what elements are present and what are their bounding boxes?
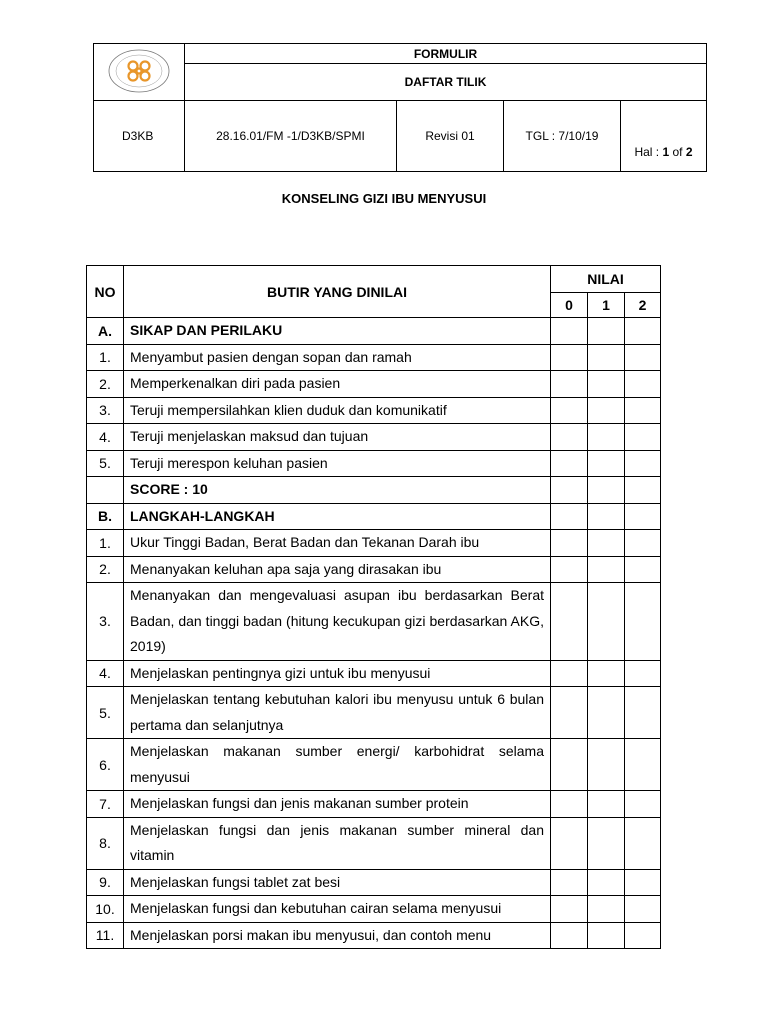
score-cell-2[interactable] xyxy=(625,530,661,557)
score-cell-2[interactable] xyxy=(625,450,661,477)
table-row xyxy=(87,503,661,530)
checklist-table xyxy=(86,265,661,949)
score-col-0: 0 xyxy=(551,293,588,318)
score-cell-1[interactable] xyxy=(588,660,625,687)
score-cell-1[interactable] xyxy=(588,687,625,739)
score-cell-0[interactable] xyxy=(551,530,588,557)
row-number: 5. xyxy=(87,450,124,477)
score-cell-0[interactable] xyxy=(551,503,588,530)
score-cell-1[interactable] xyxy=(588,371,625,398)
score-cell-1[interactable] xyxy=(588,477,625,504)
table-row xyxy=(87,450,661,477)
table-row xyxy=(87,318,661,345)
form-header xyxy=(93,43,707,172)
score-cell-2[interactable] xyxy=(625,869,661,896)
row-number: 9. xyxy=(87,869,124,896)
row-number: 2. xyxy=(87,556,124,583)
table-row xyxy=(87,530,661,557)
score-cell-2[interactable] xyxy=(625,817,661,869)
score-cell-2[interactable] xyxy=(625,687,661,739)
row-item-text: Menanyakan keluhan apa saja yang dirasakan ibu xyxy=(124,556,551,583)
document-number: 28.16.01/FM -1/D3KB/SPMI xyxy=(185,101,397,172)
score-cell-1[interactable] xyxy=(588,791,625,818)
score-cell-0[interactable] xyxy=(551,922,588,949)
score-cell-1[interactable] xyxy=(588,739,625,791)
row-item-text: Teruji mempersilahkan klien duduk dan komunikatif xyxy=(124,397,551,424)
score-cell-2[interactable] xyxy=(625,424,661,451)
table-row xyxy=(87,896,661,923)
score-cell-0[interactable] xyxy=(551,791,588,818)
score-cell-2[interactable] xyxy=(625,503,661,530)
score-cell-0[interactable] xyxy=(551,869,588,896)
score-cell-2[interactable] xyxy=(625,791,661,818)
score-cell-0[interactable] xyxy=(551,477,588,504)
row-number xyxy=(87,477,124,504)
score-cell-2[interactable] xyxy=(625,371,661,398)
score-cell-0[interactable] xyxy=(551,344,588,371)
row-number: B. xyxy=(87,503,124,530)
score-cell-2[interactable] xyxy=(625,896,661,923)
score-cell-1[interactable] xyxy=(588,344,625,371)
row-item-text: SIKAP DAN PERILAKU xyxy=(124,318,551,345)
row-item-text: Teruji menjelaskan maksud dan tujuan xyxy=(124,424,551,451)
score-cell-0[interactable] xyxy=(551,687,588,739)
score-cell-2[interactable] xyxy=(625,397,661,424)
score-cell-2[interactable] xyxy=(625,318,661,345)
score-cell-2[interactable] xyxy=(625,477,661,504)
table-row xyxy=(87,922,661,949)
table-row xyxy=(87,687,661,739)
row-item-text: Menyambut pasien dengan sopan dan ramah xyxy=(124,344,551,371)
table-row xyxy=(87,583,661,661)
table-row xyxy=(87,397,661,424)
table-row xyxy=(87,424,661,451)
row-number: 5. xyxy=(87,687,124,739)
table-row xyxy=(87,739,661,791)
page-title: KONSELING GIZI IBU MENYUSUI xyxy=(281,191,487,206)
document-title: DAFTAR TILIK xyxy=(185,64,707,101)
row-item-text: Memperkenalkan diri pada pasien xyxy=(124,371,551,398)
document-date: TGL : 7/10/19 xyxy=(504,101,621,172)
score-cell-0[interactable] xyxy=(551,318,588,345)
row-number: 4. xyxy=(87,660,124,687)
score-cell-1[interactable] xyxy=(588,583,625,661)
row-number: 11. xyxy=(87,922,124,949)
row-number: 6. xyxy=(87,739,124,791)
row-item-text: Menjelaskan tentang kebutuhan kalori ibu menyusu untuk 6 bulan pertama dan selanjutnya xyxy=(124,687,551,739)
score-cell-1[interactable] xyxy=(588,896,625,923)
row-number: 2. xyxy=(87,371,124,398)
row-number: 3. xyxy=(87,397,124,424)
score-cell-2[interactable] xyxy=(625,739,661,791)
row-item-text: Menanyakan dan mengevaluasi asupan ibu berdasarkan Berat Badan, dan tinggi badan (hitung kecukupan gizi berdasarkan AKG, 2019) xyxy=(124,583,551,661)
table-row xyxy=(87,791,661,818)
score-cell-1[interactable] xyxy=(588,869,625,896)
score-col-2: 2 xyxy=(625,293,661,318)
row-item-text: Menjelaskan fungsi dan jenis makanan sumber protein xyxy=(124,791,551,818)
row-number: 8. xyxy=(87,817,124,869)
score-cell-0[interactable] xyxy=(551,896,588,923)
row-number: 10. xyxy=(87,896,124,923)
row-item-text: Ukur Tinggi Badan, Berat Badan dan Tekanan Darah ibu xyxy=(124,530,551,557)
score-cell-0[interactable] xyxy=(551,583,588,661)
institution-logo-cell xyxy=(94,44,185,101)
score-cell-0[interactable] xyxy=(551,817,588,869)
score-cell-1[interactable] xyxy=(588,530,625,557)
score-cell-1[interactable] xyxy=(588,922,625,949)
row-number: 7. xyxy=(87,791,124,818)
row-item-text: Menjelaskan pentingnya gizi untuk ibu menyusui xyxy=(124,660,551,687)
score-cell-1[interactable] xyxy=(588,424,625,451)
revision-number: Revisi 01 xyxy=(397,101,504,172)
score-cell-0[interactable] xyxy=(551,371,588,398)
score-col-1: 1 xyxy=(588,293,625,318)
score-cell-2[interactable] xyxy=(625,922,661,949)
row-item-text: LANGKAH-LANGKAH xyxy=(124,503,551,530)
score-cell-1[interactable] xyxy=(588,817,625,869)
table-row xyxy=(87,817,661,869)
row-number: 3. xyxy=(87,583,124,661)
row-item-text: Menjelaskan fungsi dan kebutuhan cairan selama menyusui xyxy=(124,896,551,923)
page-indicator: Hal : 1 of 2 xyxy=(621,101,707,172)
row-item-text: SCORE : 10 xyxy=(124,477,551,504)
score-cell-0[interactable] xyxy=(551,556,588,583)
score-cell-0[interactable] xyxy=(551,450,588,477)
header-no: NO xyxy=(87,266,124,318)
score-cell-1[interactable] xyxy=(588,318,625,345)
score-cell-1[interactable] xyxy=(588,556,625,583)
row-item-text: Teruji merespon keluhan pasien xyxy=(124,450,551,477)
row-item-text: Menjelaskan fungsi tablet zat besi xyxy=(124,869,551,896)
header-item: BUTIR YANG DINILAI xyxy=(124,266,551,318)
table-row xyxy=(87,869,661,896)
department-code: D3KB xyxy=(94,101,185,172)
header-score: NILAI xyxy=(551,266,661,293)
score-cell-2[interactable] xyxy=(625,556,661,583)
score-cell-0[interactable] xyxy=(551,739,588,791)
score-cell-0[interactable] xyxy=(551,424,588,451)
table-row xyxy=(87,371,661,398)
score-cell-2[interactable] xyxy=(625,660,661,687)
score-cell-0[interactable] xyxy=(551,397,588,424)
score-cell-1[interactable] xyxy=(588,397,625,424)
table-row xyxy=(87,660,661,687)
row-number: 1. xyxy=(87,344,124,371)
row-item-text: Menjelaskan makanan sumber energi/ karbohidrat selama menyusui xyxy=(124,739,551,791)
row-number: A. xyxy=(87,318,124,345)
table-row xyxy=(87,344,661,371)
row-item-text: Menjelaskan fungsi dan jenis makanan sumber mineral dan vitamin xyxy=(124,817,551,869)
score-cell-2[interactable] xyxy=(625,583,661,661)
table-row xyxy=(87,477,661,504)
institution-logo-icon xyxy=(106,46,172,96)
score-cell-2[interactable] xyxy=(625,344,661,371)
form-label: FORMULIR xyxy=(185,44,707,64)
row-number: 4. xyxy=(87,424,124,451)
score-cell-0[interactable] xyxy=(551,660,588,687)
score-cell-1[interactable] xyxy=(588,450,625,477)
table-row xyxy=(87,556,661,583)
score-cell-1[interactable] xyxy=(588,503,625,530)
row-item-text: Menjelaskan porsi makan ibu menyusui, dan contoh menu xyxy=(124,922,551,949)
row-number: 1. xyxy=(87,530,124,557)
